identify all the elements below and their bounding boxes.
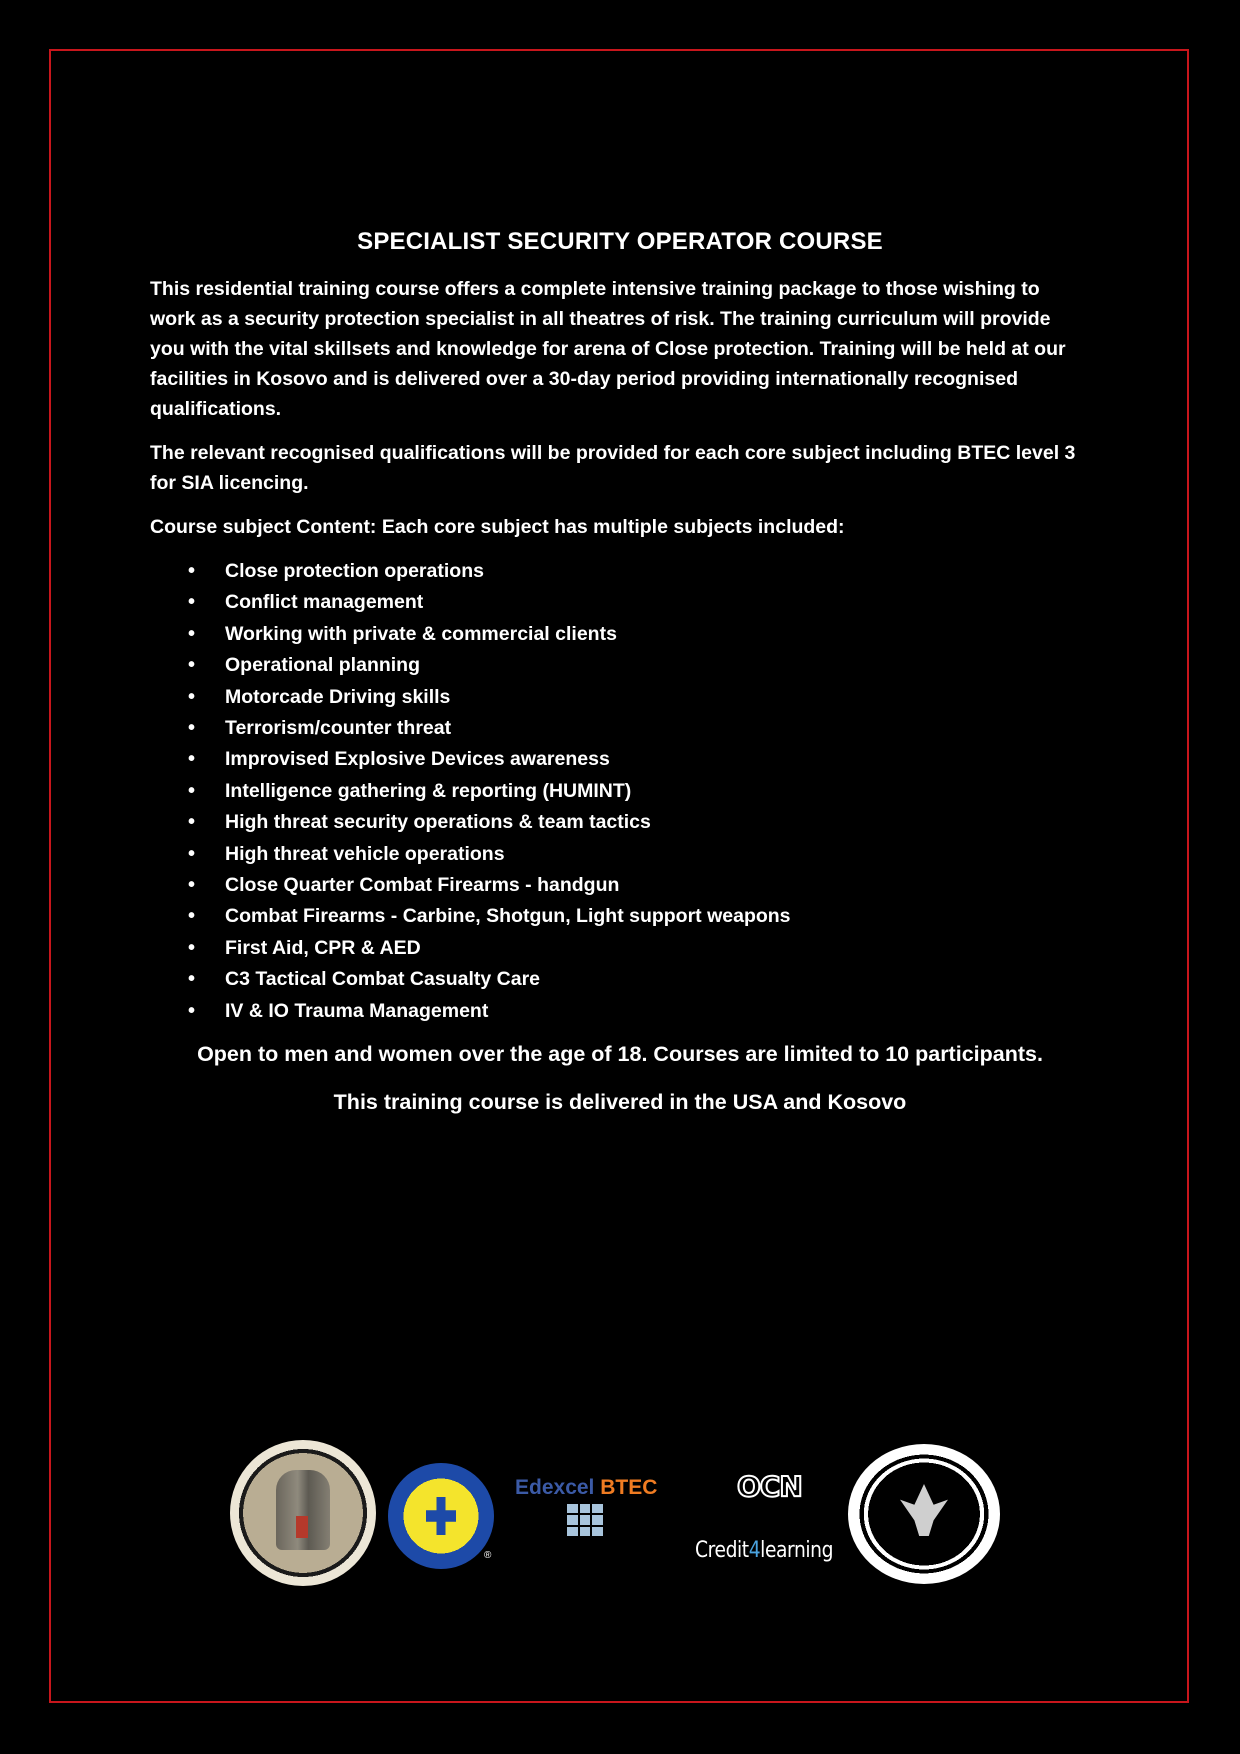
subject-label: Intelligence gathering & reporting (HUMINT) bbox=[225, 779, 632, 802]
registered-mark: ® bbox=[484, 1550, 492, 1561]
subject-list bbox=[150, 556, 1090, 1027]
bullet-icon: • bbox=[188, 842, 196, 865]
subject-item bbox=[150, 556, 1090, 587]
subject-label: First Aid, CPR & AED bbox=[225, 936, 421, 959]
tccc-logo bbox=[230, 1440, 376, 1586]
delivery-text: This training course is delivered in the USA and Kosovo bbox=[333, 1090, 907, 1115]
bullet-icon: • bbox=[188, 717, 196, 740]
bullet-icon: • bbox=[188, 560, 196, 582]
subject-label: Motorcade Driving skills bbox=[225, 685, 451, 708]
bullet-icon: • bbox=[188, 748, 196, 771]
subject-item bbox=[150, 839, 1090, 870]
document-body bbox=[150, 228, 1090, 1117]
ocn-logo: OCN bbox=[737, 1470, 802, 1503]
subject-label: C3 Tactical Combat Casualty Care bbox=[225, 968, 540, 991]
credit-four: 4 bbox=[748, 1538, 761, 1563]
bullet-icon: • bbox=[188, 685, 196, 708]
subject-item bbox=[150, 587, 1090, 618]
subject-item bbox=[150, 619, 1090, 650]
eagle-icon bbox=[900, 1484, 948, 1536]
tccc-figures-icon bbox=[276, 1470, 330, 1550]
subject-label: Improvised Explosive Devices awareness bbox=[225, 748, 610, 771]
bullet-icon: • bbox=[188, 905, 196, 928]
bullet-icon: • bbox=[188, 999, 196, 1022]
subject-label: Working with private & commercial clients bbox=[225, 622, 617, 645]
credit4learning-logo bbox=[695, 1538, 833, 1563]
bullet-icon: • bbox=[188, 779, 196, 802]
subject-item bbox=[150, 776, 1090, 807]
credit-wordmark: Credit bbox=[695, 1538, 749, 1563]
eligibility-text: Open to men and women over the age of 18. Courses are limited to 10 participants. bbox=[197, 1042, 1043, 1067]
subject-item bbox=[150, 870, 1090, 901]
phtls-logo bbox=[388, 1463, 494, 1569]
subject-item bbox=[150, 933, 1090, 964]
intro-paragraph: This residential training course offers a complete intensive training package to those wishing to work as a security protection specialist in all theatres of risk. The training curriculum will provide you with the vital skillsets and knowledge for arena of Close protection. Training will be held at our facilities in Kosovo and is delivered over a 30-day period providing internationally recognised qualifications. bbox=[150, 278, 1066, 420]
edexcel-wordmark: Edexcel bbox=[515, 1476, 595, 1499]
subject-label: High threat security operations & team tactics bbox=[225, 811, 651, 834]
document-title: SPECIALIST SECURITY OPERATOR COURSE bbox=[357, 228, 883, 255]
bullet-icon: • bbox=[188, 936, 196, 959]
learning-wordmark: learning bbox=[760, 1538, 834, 1563]
subject-label: High threat vehicle operations bbox=[225, 842, 505, 865]
subject-item bbox=[150, 744, 1090, 775]
subject-item bbox=[150, 650, 1090, 681]
subject-label: Close Quarter Combat Firearms - handgun bbox=[225, 874, 620, 897]
subject-label: Terrorism/counter threat bbox=[225, 717, 452, 740]
edexcel-btec-logo bbox=[515, 1476, 657, 1500]
bullet-icon: • bbox=[188, 874, 196, 897]
subject-item bbox=[150, 901, 1090, 932]
nra-seal-logo bbox=[848, 1444, 1000, 1584]
subject-item bbox=[150, 996, 1090, 1027]
edexcel-grid-icon bbox=[567, 1504, 603, 1536]
accreditation-logos bbox=[0, 1440, 1240, 1590]
btec-wordmark: BTEC bbox=[594, 1476, 658, 1499]
bullet-icon: • bbox=[188, 811, 196, 834]
subject-label: Conflict management bbox=[225, 591, 424, 614]
star-of-life-icon bbox=[426, 1497, 456, 1535]
subject-label: IV & IO Trauma Management bbox=[225, 999, 489, 1022]
bullet-icon: • bbox=[188, 591, 196, 614]
subject-item bbox=[150, 964, 1090, 995]
bullet-icon: • bbox=[188, 654, 196, 677]
bullet-icon: • bbox=[188, 622, 196, 645]
subject-item bbox=[150, 682, 1090, 713]
subject-item bbox=[150, 807, 1090, 838]
subject-label: Combat Firearms - Carbine, Shotgun, Light support weapons bbox=[225, 905, 791, 928]
qualifications-paragraph: The relevant recognised qualifications will be provided for each core subject including BTEC level 3 for SIA licencing. bbox=[150, 442, 1076, 494]
subject-label: Operational planning bbox=[225, 654, 421, 677]
bullet-icon: • bbox=[188, 968, 196, 991]
content-heading: Course subject Content: Each core subject has multiple subjects included: bbox=[150, 516, 845, 538]
subject-item bbox=[150, 713, 1090, 744]
subject-label: Close protection operations bbox=[225, 560, 484, 582]
